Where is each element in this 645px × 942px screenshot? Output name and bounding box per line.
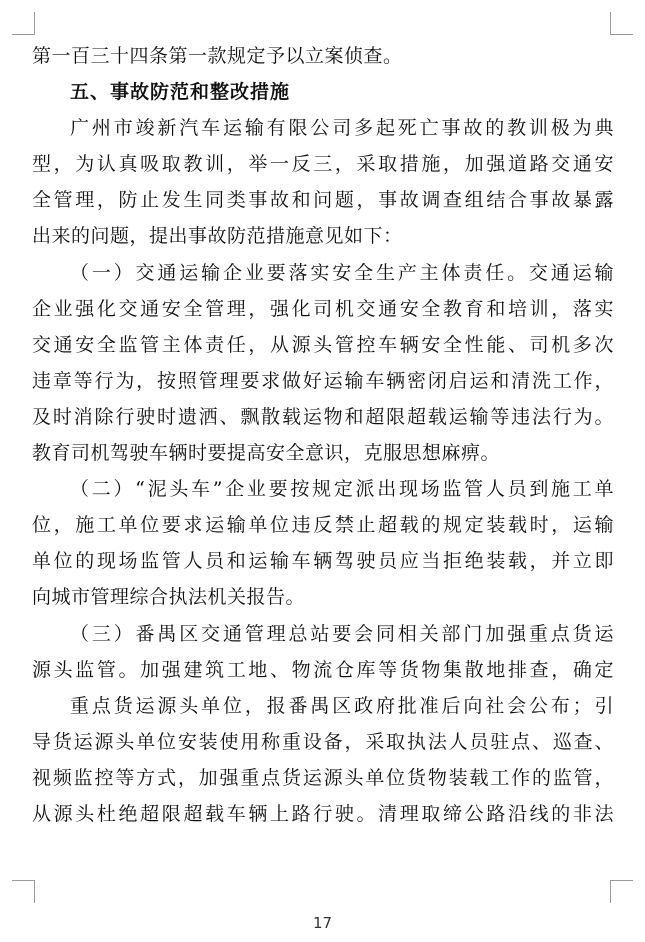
- text-line: 单位的现场监管人员和运输车辆驾驶员应当拒绝装载，并立即: [32, 550, 614, 573]
- crop-mark-top-right: [610, 12, 633, 35]
- text-line: 违章等行为，按照管理要求做好运输车辆密闭启运和清洗工作，: [32, 369, 614, 392]
- text-line: 企业强化交通安全管理，强化司机交通安全教育和培训，落实: [32, 297, 614, 320]
- page-number: 17: [312, 914, 333, 932]
- text-line: 视频监控等方式，加强重点货运源头单位货物装载工作的监管，: [32, 766, 614, 789]
- text-line: 全管理，防止发生同类事故和问题，事故调查组结合事故暴露: [32, 189, 614, 212]
- section-heading: 五、事故防范和整改措施: [70, 81, 291, 104]
- text-line: （三）番禺区交通管理总站要会同相关部门加强重点货运: [70, 622, 614, 645]
- text-line: 向城市管理综合执法机关报告。: [32, 586, 306, 609]
- text-line: 从源头杜绝超限超载车辆上路行驶。清理取缔公路沿线的非法: [32, 802, 614, 825]
- crop-mark-bottom-right: [610, 880, 633, 903]
- text-line: 重点货运源头单位，报番禺区政府批准后向社会公布；引: [70, 694, 614, 717]
- text-line: 第一百三十四条第一款规定予以立案侦查。: [32, 45, 403, 67]
- text-line: 型，为认真吸取教训，举一反三，采取措施，加强道路交通安: [32, 153, 614, 176]
- text-line: 及时消除行驶时遗洒、飘散载运物和超限超载运输等违法行为。: [32, 405, 614, 428]
- crop-mark-top-left: [12, 12, 35, 35]
- text-line: 位，施工单位要求运输单位违反禁止超载的规定装载时，运输: [32, 514, 614, 537]
- document-body: [32, 38, 614, 832]
- text-line: 导货运源头单位安装使用称重设备，采取执法人员驻点、巡查、: [32, 730, 614, 753]
- text-line: 广州市竣新汽车运输有限公司多起死亡事故的教训极为典: [70, 117, 614, 140]
- text-line: 源头监管。加强建筑工地、物流仓库等货物集散地排查，确定: [32, 658, 614, 681]
- text-line: （二）“泥头车”企业要按规定派出现场监管人员到施工单: [70, 478, 614, 501]
- crop-mark-bottom-left: [12, 880, 35, 903]
- text-line: 教育司机驾驶车辆时要提高安全意识，克服思想麻痹。: [32, 442, 501, 465]
- text-line: （一）交通运输企业要落实安全生产主体责任。交通运输: [70, 261, 614, 284]
- text-line: 出来的问题，提出事故防范措施意见如下：: [32, 225, 403, 248]
- text-line: 交通安全监管主体责任，从源头管控车辆安全性能、司机多次: [32, 333, 614, 356]
